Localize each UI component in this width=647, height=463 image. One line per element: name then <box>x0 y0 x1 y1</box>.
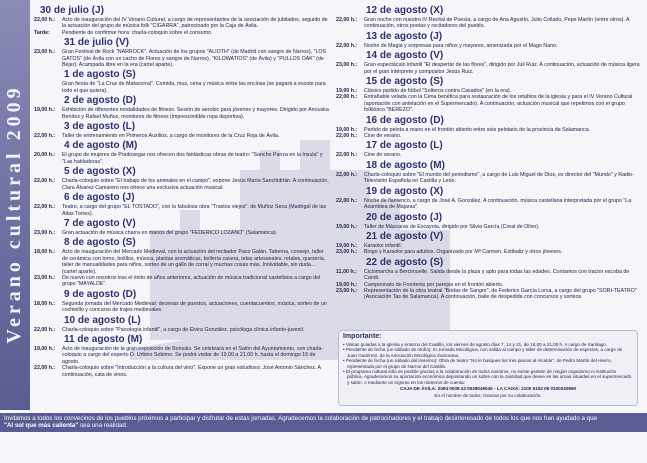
event-row <box>336 43 642 49</box>
thanks-note: En el nombre de todos: Gracias por su colaboración. <box>434 392 542 398</box>
event-description: Charla-coloquio sobre "Psicología infantil", a cargo de Elvira González, psicóloga clínica infanto-juvenil. <box>62 326 305 333</box>
side-band <box>0 0 30 410</box>
event-time: 19,00 h.: <box>336 242 358 249</box>
event-row <box>34 275 329 288</box>
important-item: • Visitas guiadas a la iglesia y entorno del Castillo, los viernes de agosto días 7, 14 y 21, de 19,00 a 21,00 h. A cargo de Santiago. <box>347 342 633 347</box>
day-heading: 22 de agosto (S) <box>366 256 444 268</box>
event-row <box>34 152 329 165</box>
event-description: Gran noche con nuestro IV Recital de Poesía, a cargo de Ana Agustín, Julio Collado, Pepe Martín (entre otros). A continuación, otros poetas y recitadores del pueblo. <box>364 17 630 30</box>
event-description: Campeonato de Frontenis por parejas en el frontón abierto. <box>364 281 504 288</box>
event-description: El grupo de mujeres de Pradosegar nos ofrecen dos fantásticas obras de teatro: "Sancho Panza en la ínsula" y "Las habladoras". <box>62 152 323 165</box>
event-row <box>336 17 642 30</box>
event-description: Clásico partido de fútbol "Solteros contra Casados" (en la era). <box>364 88 512 95</box>
important-item: • El programa cultural sólo es posible gracias a la colaboración de todos nosotros, no existe gestión de ningún organismo ni institución pública. Agradecemos su aportación económica depositando un sobre con la cantidad que desee en las urnas situadas en el supermercado y salón, o mediante un ingreso en los números de cuenta: <box>347 369 633 385</box>
event-row <box>336 62 642 75</box>
day-heading: 17 de agosto (L) <box>366 140 443 152</box>
event-row <box>34 327 329 333</box>
event-row <box>336 224 642 230</box>
event-description: Ciclomarcha a Bercimuelle. Salida desde la plaza y apto para todas las edades. Contamos con tractor escoba de Candi. <box>364 268 630 282</box>
event-description: Representación de la obra teatral "Bodas de Sangre", de Federico García Lorca, a cargo del grupo "SORI-TEATRO" (Asociación Tas de Salamanca). A continuación, baile de despedida con concursos y sorteos. <box>364 287 637 301</box>
event-time: 22,00 h.: <box>34 326 56 333</box>
event-time: 23,00 h.: <box>34 49 56 56</box>
day-heading: 18 de agosto (M) <box>366 159 445 171</box>
day-heading: 21 de agosto (V) <box>366 230 444 242</box>
event-time: 11,00 h.: <box>336 268 357 275</box>
event-description: Acto de inauguración del Mercado Medieval, con la actuación del recitador Paco Galán. Taberna, consejo, taller de cerámica con torno, bolillos, música, plantas aromáticas, bollería casera, telas artesanales, retales, quesería, taller de manualidades para niños, sorteo de un gallo de corral y muchas cosas más. Inolvidable, sin duda... (cartel aparte). <box>62 249 326 275</box>
event-description: Gran Festival de Rock "NARROCK". Actuación de los grupos "ALIOTH" (de Madrid con sangre de Narros), "LOS GATOS" (de Ávila con un cacho de Flores y sangre de Narros), "KILOWATIOS" (de Ávila) y "PULLOS OAK" (de Béjar). Acampada libre en la era (cartel aparte). <box>62 49 327 69</box>
event-time: 22,00 h.: <box>34 133 56 140</box>
event-row <box>34 178 329 191</box>
event-time: 23,00 h.: <box>34 274 56 281</box>
event-row <box>336 198 642 211</box>
event-row <box>34 133 329 139</box>
event-row <box>336 269 642 282</box>
bank-accounts: CAJA DE ÁVILA: 2094 0038 43 0038049045 - LA CAIXA: 2100 6153 05 0100040860 <box>399 386 577 392</box>
event-description: Acto de inauguración del IV Verano Cultural, a cargo de representantes de la asociación de jubilados, seguido de la actuación del grupo de música folk "CIGARRA", patrocinado por la Caja de Ávila. <box>62 17 328 30</box>
footer-text: Invitamos a todos los convecinos de los pueblos próximos a participar y disfrutar de estas jornadas. Agradecemos la colaboración de patrocinadores y el trabajo desinteresado de todos los que nos han ayudado a que <box>4 415 597 422</box>
day-heading: 10 de agosto (L) <box>64 314 141 326</box>
event-time: 19,00 h.: <box>336 88 358 95</box>
event-row <box>34 81 329 94</box>
event-description: Taller de Máscaras de Escayola, dirigido por Silvia García (Coral de Olivo). <box>364 223 540 230</box>
event-description: Charla-coloquio sobre "Introducción a la cultura del vino". Expone un gran estudioso: José Antonio Sánchez. A continuación, cata de vinos. <box>62 365 321 378</box>
event-description: Charla-coloquio sobre "El trabajo de los animales en el campo", expone Jesús María Sanchidrián. A continuación, Clara Álvarez Camarero nos ofrece una exclusiva actuación musical. <box>62 178 329 191</box>
event-row <box>336 94 642 113</box>
footer-banner <box>0 413 647 432</box>
day-heading: 7 de agosto (V) <box>64 217 136 229</box>
event-time: 20,00 h.: <box>34 152 56 159</box>
event-time: 22,00 h.: <box>336 171 358 178</box>
event-description: Partido de pelota a mano en el frontón abierto entre seis pelotaris de la provincia de Salamanca. <box>364 126 591 133</box>
event-row <box>336 249 642 255</box>
event-time: 22,00 h.: <box>336 17 358 23</box>
event-time: 18,00 h.: <box>34 249 56 256</box>
event-description: Exhibición de diferentes modalidades de fitness. Sesión de aerobic para jóvenes y mayores. Dirigido por Anouska Benítez y Rafael Muñoz, monitores de fitness (imprescindible ropa deportiva). <box>62 107 329 120</box>
important-item: • Pendiente de fecha (un sábado del invierno): Obra de teatro "No le busques los tres pianos al Alcalde", de Pedro Martín del Hierro, representada por el grupo de Narros del Castillo. <box>347 358 633 369</box>
day-heading: 5 de agosto (X) <box>64 166 136 178</box>
footer-text-end: sea una realidad. <box>78 422 128 429</box>
event-row <box>34 204 329 217</box>
event-time: 22,00 h.: <box>34 204 56 211</box>
event-time: 23,00 h.: <box>336 287 358 294</box>
day-heading: 2 de agosto (D) <box>64 95 137 107</box>
important-item: • Pendiente de fecha (un sábado de otoño): III Jornada Micológica, con salida al campo y taller de determinación de especies, a cargo de Juan Gutiérrez, de la Asociación Micológica Zamorana. <box>347 347 633 358</box>
event-time: 23,00 h.: <box>336 249 358 256</box>
day-heading: 4 de agosto (M) <box>64 140 138 152</box>
day-heading: 8 de agosto (S) <box>64 237 136 249</box>
event-description: Entrañable velada con la Cena benéfica para restauración de los retablos de la iglesia y para el IV Verano Cultural (aportación con antelación en el Supermercado). A continuación, actuación musical que repetimos con el grupo folklórico "BEREZO". <box>364 94 633 114</box>
day-heading: 14 de agosto (V) <box>366 50 444 62</box>
event-description: Gran espectáculo infantil "El despertar de las flores", dirigido por Juli Ruiz. A continuación, actuación de música ligera por el gran intérprete y compositor Jesús Ruiz. <box>364 62 640 75</box>
event-time: 22,00 h.: <box>336 42 358 49</box>
event-row <box>34 230 329 236</box>
event-row <box>34 301 329 314</box>
event-row <box>34 249 329 275</box>
event-description: Cine de verano. <box>364 133 402 140</box>
event-row <box>336 288 642 301</box>
event-row <box>336 133 642 139</box>
event-time: 22,00 h.: <box>336 133 358 140</box>
side-title: Verano cultural 2009 <box>3 84 25 344</box>
event-description: De nuevo con nosotros tras el éxito de años anteriores, actuación de música tradicional castellana a cargo del grupo "MAYALDE". <box>62 274 321 288</box>
day-heading: 13 de agosto (J) <box>366 30 443 42</box>
important-title: Importante: <box>343 333 382 340</box>
day-heading: 11 de agosto (M) <box>64 333 143 345</box>
event-row <box>34 107 329 120</box>
day-heading: 30 de julio (J) <box>40 5 104 16</box>
event-time: 19,00 h.: <box>336 126 358 133</box>
event-time: 23,00 h.: <box>34 229 56 236</box>
day-heading: 1 de agosto (S) <box>64 69 136 81</box>
event-description: Pendiente de confirmar hora: charla-coloquio sobre el consumo. <box>62 29 213 36</box>
left-column <box>34 4 329 378</box>
day-heading: 6 de agosto (J) <box>64 192 135 204</box>
event-description: Gran actuación de música charra en manos del grupo "FEDERICO LOZANO" (Salamanca). <box>62 229 278 236</box>
day-heading: 16 de agosto (D) <box>366 114 444 126</box>
event-description: Acto de inauguración de la gran exposición de Bonsáis. Se celebrará en el Salón del Ayuntamiento, con charla-coloquio a cargo del experto D. Urbino Sobrino. Se podrá visitar de 19,00 a 21,00 h. hasta el domingo 16 de agosto. <box>62 345 324 365</box>
event-time: 23,00 h.: <box>336 62 358 69</box>
event-time: 22,00 h.: <box>336 197 358 204</box>
event-row <box>34 346 329 365</box>
event-time: 22,00 h.: <box>336 94 358 101</box>
day-heading: 31 de julio (V) <box>64 37 130 49</box>
event-description: Segunda jornada del Mercado Medieval; decenas de puestos, actuaciones, cuentacuentos, música, sorteo de un cochinillo y concurso de trajes medievales. <box>62 300 327 314</box>
event-time: 19,00 h.: <box>336 223 358 230</box>
day-heading: 20 de agosto (J) <box>366 211 443 223</box>
day-heading: 3 de agosto (L) <box>64 121 136 133</box>
event-row <box>34 30 329 36</box>
event-description: Taller de entrenamiento en Primeros Auxilios, a cargo de monitores de la Cruz Roja de Ávila. <box>62 133 280 140</box>
event-time: Tarde: <box>34 29 50 36</box>
event-time: 22,00 h.: <box>34 365 56 372</box>
event-time: 18,00 h.: <box>34 300 56 307</box>
event-description: Teatro, a cargo del grupo "EL TOSTADO", con la fabulosa obra "Trastos viejos", de Muñoz Seca (Madrigal de las Altas Torres). <box>62 204 327 217</box>
event-description: Noche de Magia y sorpresas para niños y mayores, amenizada por el Mago Nano. <box>364 42 558 49</box>
event-description: Karaoke infantil. <box>364 242 402 249</box>
event-description: Noche de flamenco, a cargo de José A. González. A continuación, música castellana interpretada por el grupo "La Asamblea de Majaras". <box>364 197 632 211</box>
footer-highlight: "Al sol que más calienta" <box>4 422 79 429</box>
event-time: 19,00 h.: <box>34 107 56 114</box>
event-row <box>34 365 329 378</box>
event-time: 22,00 h.: <box>34 17 56 23</box>
day-heading: 19 de agosto (X) <box>366 185 444 197</box>
event-row <box>336 172 642 185</box>
right-column <box>336 4 642 301</box>
event-row <box>34 49 329 68</box>
important-box <box>338 330 638 406</box>
event-row <box>336 152 642 158</box>
event-row <box>34 17 329 30</box>
event-time: 22,00 h.: <box>34 178 56 185</box>
event-description: Bingo y Karaoke para adultos. Organizado por Mª Carmen, Estibaliz y otros jóvenes. <box>364 249 563 256</box>
day-heading: 12 de agosto (X) <box>366 5 444 16</box>
day-heading: 9 de agosto (D) <box>64 288 137 300</box>
event-time <box>34 81 62 94</box>
event-time: 19,00 h.: <box>34 345 56 352</box>
event-description: Gran fiesta de "La Cruz de Matacorral". Comida, mus, cena y música entre las encinas (se pagará a escote para todo el que quiera). <box>62 81 326 94</box>
event-description: Charla-coloquio sobre "El mundo del periodismo", a cargo de Luis Miguel de Dios, ex director del "Mundo" y Radio-Televisión Española en Castilla y León. <box>364 171 634 185</box>
event-time: 19,00 h.: <box>336 281 358 288</box>
event-description: Cine de verano. <box>364 152 402 159</box>
day-heading: 15 de agosto (S) <box>366 76 444 88</box>
bottom-margin <box>0 432 647 463</box>
event-time: 22,00 h.: <box>336 152 358 159</box>
